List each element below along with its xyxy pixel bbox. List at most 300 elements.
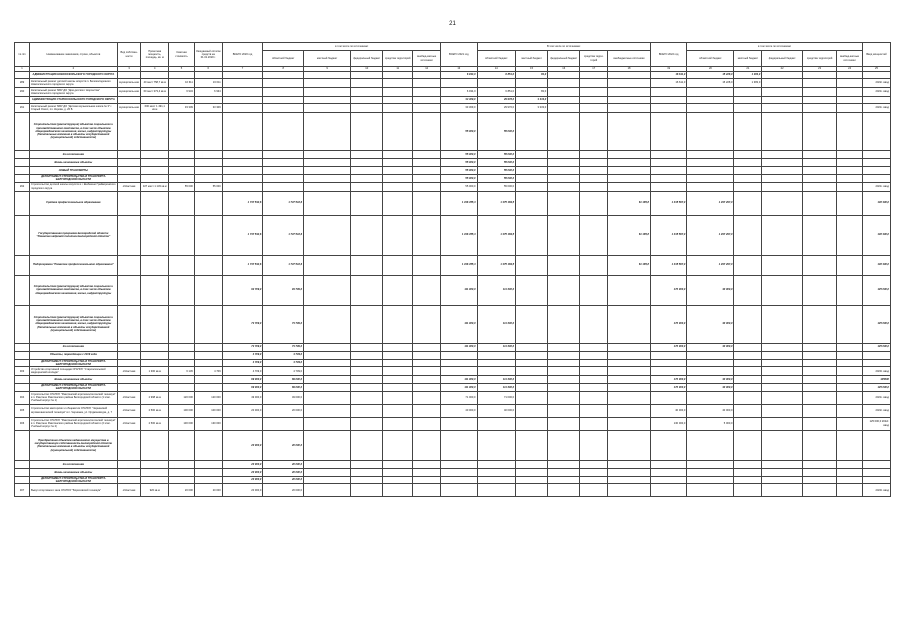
extrabudget-2020 — [413, 191, 441, 215]
row-name: Капитальный ремонт детской школы искусств п. Белоколодезного Новооскольского городского округа — [29, 79, 117, 88]
capacity — [141, 376, 169, 384]
local-2021: 83,0 — [516, 72, 548, 79]
territory-2021 — [580, 159, 608, 167]
territory-2021 — [580, 359, 608, 367]
local-2021 — [516, 343, 548, 351]
local-2020 — [304, 417, 351, 430]
total-2021: 55 000,0 — [441, 151, 477, 159]
total-2020 — [222, 104, 263, 113]
row-number: 306 — [15, 417, 30, 430]
regional-2022: 40 000,0 — [687, 404, 734, 417]
remainder — [194, 255, 222, 275]
local-2021: 3 333,0 — [516, 104, 548, 113]
federal-2022 — [762, 468, 803, 476]
local-2020 — [304, 391, 351, 404]
total-2020: 93 709,0 — [222, 275, 263, 305]
extrabudget-2021 — [608, 151, 651, 159]
regional-2022: 15 228,0 — [687, 79, 734, 88]
hdr-name: Наименование заказчиков, строек, объектов — [29, 43, 117, 67]
federal-2022 — [762, 97, 803, 104]
extrabudget-2021 — [608, 72, 651, 79]
local-2022 — [734, 404, 762, 417]
total-2020: 4 709,0 — [222, 367, 263, 376]
territory-2020 — [383, 182, 413, 191]
estimate: 6 145 — [169, 367, 195, 376]
row-number: 307 — [15, 484, 30, 497]
remainder: 4 709 — [194, 367, 222, 376]
row-number — [15, 430, 30, 460]
extrabudget-2022 — [837, 351, 863, 359]
extrabudget-2021: 61 185,8 — [608, 191, 651, 215]
total-2020: 73 709,0 — [222, 343, 263, 351]
total-2020 — [222, 72, 263, 79]
local-2020 — [304, 343, 351, 351]
total-2022 — [650, 484, 686, 497]
federal-2021 — [548, 484, 580, 497]
total-2021: 6 934,0 — [441, 88, 477, 97]
row-name: ДЕПАРТАМЕНТ СТРОИТЕЛЬСТВА И ТРАНСПОРТА БЕЛГОРОДСКОЙ ОБЛАСТИ — [29, 476, 117, 484]
territory-2021 — [580, 351, 608, 359]
hdr-no: № п/п — [15, 43, 30, 67]
territory-2020 — [383, 417, 413, 430]
regional-2020 — [263, 88, 304, 97]
row-number — [15, 191, 30, 215]
estimate — [169, 351, 195, 359]
regional-2022: 40 000,0 — [687, 305, 734, 343]
extrabudget-2021 — [608, 484, 651, 497]
local-2020 — [304, 484, 351, 497]
territory-2022 — [802, 376, 836, 384]
territory-2020 — [383, 159, 413, 167]
total-2022: 170 000,0 — [650, 376, 686, 384]
territory-2021 — [580, 476, 608, 484]
territory-2020 — [383, 104, 413, 113]
row-name: Строительство ОГАПОУ "Ракитянский агротехнологический техникум" в п. Ракитное Ракитянского района Белгородской области (1 этап. Учебный корпус № 1) — [30, 392, 116, 403]
row-name: АДМИНИСТРАЦИЯ НОВООСКОЛЬСКОГО ГОРОДСКОГО ОКРУГА — [29, 72, 117, 79]
federal-2022 — [762, 476, 803, 484]
commission: 125 000,0 2022г. ввод — [862, 417, 890, 430]
federal-2022 — [762, 72, 803, 79]
regional-2022 — [687, 367, 734, 376]
row-number — [15, 159, 30, 167]
table-row — [15, 359, 891, 367]
federal-2021 — [548, 79, 580, 88]
capacity — [141, 175, 169, 183]
hdr-territory-3: средства территорий — [802, 51, 836, 67]
federal-2022 — [762, 79, 803, 88]
territory-2022 — [802, 255, 836, 275]
extrabudget-2022 — [837, 72, 863, 79]
commission: 2022г. ввод — [862, 79, 890, 88]
local-2020 — [304, 113, 351, 151]
territory-2021 — [580, 104, 608, 113]
column-number: 4 — [141, 67, 169, 72]
extrabudget-2021 — [608, 404, 651, 417]
federal-2021 — [548, 182, 580, 191]
row-name: Строительство (реконструкция) объектов социального и производственного комплексов, в том числе объектов общегражданского назначения, жилья, инфраструктуры (Капитальные вложения в объекты государственной (муниципальной) собственности) — [29, 113, 117, 151]
regional-2022: 1 297 297,0 — [687, 191, 734, 215]
row-name: Строительство (реконструкция) объектов социального и производственного комплексов, в том числе объектов общегражданского назначения, жилья, инфраструктуры (Капитальные вложения в объекты государственной (муниципальной) собственности) — [29, 305, 117, 343]
regional-2021 — [477, 79, 516, 88]
total-2020: 20 000,0 — [222, 468, 263, 476]
ownership — [117, 215, 141, 255]
table-row — [15, 460, 891, 468]
extrabudget-2020 — [413, 255, 441, 275]
federal-2022 — [762, 351, 803, 359]
federal-2022 — [762, 167, 803, 175]
local-2020 — [304, 468, 351, 476]
territory-2022 — [802, 305, 836, 343]
territory-2022 — [802, 404, 836, 417]
regional-2022: 1 297 297,0 — [687, 215, 734, 255]
hdr-ownership: Вид собствен-ности — [117, 43, 141, 67]
local-2022: 1 383,0 — [734, 72, 762, 79]
total-2020: 20 000,0 — [222, 404, 263, 417]
ownership — [117, 97, 141, 104]
territory-2021 — [580, 72, 608, 79]
ownership — [117, 351, 141, 359]
hdr-local-3: местный бюджет — [734, 51, 762, 67]
territory-2020 — [383, 255, 413, 275]
local-2022 — [734, 476, 762, 484]
federal-2020 — [351, 417, 383, 430]
territory-2022 — [802, 215, 836, 255]
column-number: 22 — [762, 67, 803, 72]
regional-2021: 111 000,0 — [477, 275, 516, 305]
commission: 2020г. ввод — [862, 484, 890, 497]
regional-2020: 49 000,0 — [263, 391, 304, 404]
capacity — [141, 159, 169, 167]
extrabudget-2022 — [837, 430, 863, 460]
extrabudget-2022 — [837, 343, 863, 351]
territory-2020 — [383, 167, 413, 175]
remainder: 55 000 — [194, 182, 222, 191]
total-2022 — [650, 391, 686, 404]
extrabudget-2022 — [837, 367, 863, 376]
row-name: Строительство (реконструкция) объектов социального и производственного комплексов, в том числе объектов общегражданского назначения, жилья, инфраструктуры — [29, 275, 117, 305]
row-number: 304 — [15, 391, 30, 404]
extrabudget-2022 — [837, 182, 863, 191]
total-2021: 40 000,0 — [441, 404, 477, 417]
federal-2020 — [351, 343, 383, 351]
ownership — [117, 191, 141, 215]
hdr-total-2021: ВСЕГО 2021 год — [441, 43, 477, 67]
local-2020 — [304, 215, 351, 255]
regional-2022 — [687, 430, 734, 460]
total-2020 — [222, 79, 263, 88]
row-number — [15, 476, 30, 484]
extrabudget-2021: 61 185,8 — [608, 255, 651, 275]
regional-2021: 55 000,0 — [477, 175, 516, 183]
federal-2022 — [762, 88, 803, 97]
extrabudget-2020 — [413, 430, 441, 460]
total-2022 — [650, 359, 686, 367]
remainder — [194, 72, 222, 79]
local-2022 — [734, 384, 762, 392]
federal-2022 — [762, 430, 803, 460]
local-2021 — [516, 404, 548, 417]
hdr-remainder: Ожидаемый остаток средств на 01.01.2020 г. — [194, 43, 222, 67]
territory-2021 — [580, 343, 608, 351]
remainder — [194, 468, 222, 476]
federal-2021 — [548, 72, 580, 79]
extrabudget-2021: 61 185,8 — [608, 215, 651, 255]
local-2020 — [304, 151, 351, 159]
federal-2020 — [351, 351, 383, 359]
total-2022 — [650, 97, 686, 104]
column-number: 17 — [580, 67, 608, 72]
commission — [862, 159, 890, 167]
federal-2020 — [351, 255, 383, 275]
total-2020: 20 000,0 — [222, 460, 263, 468]
territory-2022 — [802, 468, 836, 476]
territory-2021 — [580, 167, 608, 175]
total-2021: 1 436 355,3 — [441, 255, 477, 275]
extrabudget-2020 — [413, 72, 441, 79]
regional-2021: 40 000,0 — [477, 404, 516, 417]
federal-2021 — [548, 191, 580, 215]
regional-2020: 20 000,0 — [263, 430, 304, 460]
territory-2021 — [580, 255, 608, 275]
federal-2022 — [762, 391, 803, 404]
extrabudget-2020 — [413, 468, 441, 476]
commission — [862, 167, 890, 175]
total-2021: 33 309,0 — [441, 104, 477, 113]
regional-2020 — [263, 175, 304, 183]
table-row — [15, 175, 891, 183]
federal-2021 — [548, 343, 580, 351]
total-2022 — [650, 88, 686, 97]
ownership — [117, 167, 141, 175]
extrabudget-2022 — [837, 191, 863, 215]
total-2020 — [222, 175, 263, 183]
total-2020: 4 709,0 — [222, 359, 263, 367]
remainder: 16 611 — [194, 79, 222, 88]
extrabudget-2020 — [413, 404, 441, 417]
commission: 2022г. ввод — [862, 404, 890, 417]
local-2022 — [734, 460, 762, 468]
estimate — [169, 359, 195, 367]
total-2020 — [222, 113, 263, 151]
extrabudget-2020 — [413, 343, 441, 351]
total-2021 — [441, 484, 477, 497]
hdr-federal-3: федеральный бюджет — [762, 51, 803, 67]
extrabudget-2020 — [413, 484, 441, 497]
row-name: НОВЫЙ ТРАНСФЕРТЫ — [29, 167, 117, 175]
federal-2021 — [548, 113, 580, 151]
federal-2020 — [351, 104, 383, 113]
row-name: ДЕПАРТАМЕНТ СТРОИТЕЛЬСТВА И ТРАНСПОРТА БЕЛГОРОДСКОЙ ОБЛАСТИ — [29, 384, 117, 392]
table-row — [15, 79, 891, 88]
extrabudget-2022 — [837, 159, 863, 167]
total-2020: 20 000,0 — [222, 476, 263, 484]
local-2021 — [516, 430, 548, 460]
capacity — [141, 476, 169, 484]
total-2022 — [650, 113, 686, 151]
ownership — [117, 460, 141, 468]
table-body — [15, 72, 891, 497]
extrabudget-2020 — [413, 351, 441, 359]
row-name: Устройство спортивной площадки ОГАПОУ "Старооскольский медицинский колледж" — [29, 367, 117, 376]
territory-2021 — [580, 191, 608, 215]
regional-2022 — [687, 175, 734, 183]
table-row — [15, 476, 891, 484]
total-2022 — [650, 430, 686, 460]
total-2021: 55 000,0 — [441, 182, 477, 191]
federal-2021 — [548, 391, 580, 404]
extrabudget-2022 — [837, 391, 863, 404]
hdr-total-2022: ВСЕГО 2022 год — [650, 43, 686, 67]
row-number: 290 — [15, 88, 30, 97]
federal-2020 — [351, 460, 383, 468]
federal-2021 — [548, 430, 580, 460]
extrabudget-2020 — [413, 215, 441, 255]
table-row — [15, 404, 891, 417]
regional-2020 — [263, 79, 304, 88]
extrabudget-2022 — [837, 484, 863, 497]
total-2021: 111 000,0 — [441, 343, 477, 351]
table-row — [15, 191, 891, 215]
federal-2020 — [351, 376, 383, 384]
territory-2021 — [580, 275, 608, 305]
local-2020 — [304, 72, 351, 79]
table-row — [15, 468, 891, 476]
column-number: 12 — [413, 67, 441, 72]
regional-2022 — [687, 104, 734, 113]
extrabudget-2021 — [608, 79, 651, 88]
federal-2020 — [351, 430, 383, 460]
local-2022 — [734, 182, 762, 191]
territory-2020 — [383, 384, 413, 392]
column-number: 23 — [802, 67, 836, 72]
extrabudget-2022 — [837, 359, 863, 367]
estimate — [169, 113, 195, 151]
total-2021: 55 000,0 — [441, 167, 477, 175]
territory-2022 — [802, 113, 836, 151]
territory-2020 — [383, 275, 413, 305]
extrabudget-2022 — [837, 384, 863, 392]
extrabudget-2021 — [608, 104, 651, 113]
local-2021: 3 333,0 — [516, 97, 548, 104]
regional-2021 — [477, 460, 516, 468]
regional-2020: 20 000,0 — [263, 460, 304, 468]
table-row — [15, 167, 891, 175]
extrabudget-2022 — [837, 417, 863, 430]
regional-2022 — [687, 359, 734, 367]
local-2021 — [516, 151, 548, 159]
territory-2021 — [580, 151, 608, 159]
regional-2021 — [477, 476, 516, 484]
local-2020 — [304, 384, 351, 392]
capacity — [141, 305, 169, 343]
total-2020: 49 000,0 — [222, 391, 263, 404]
local-2021 — [516, 367, 548, 376]
hdr-federal: федеральный бюджет — [351, 51, 383, 67]
ownership — [117, 159, 141, 167]
row-name: Выкуп спортивного зала ОГАПОУ "Борисовский техникум" — [29, 484, 117, 497]
hdr-federal-2: федеральный бюджет — [548, 51, 580, 67]
local-2022 — [734, 343, 762, 351]
regional-2021 — [477, 359, 516, 367]
table-row — [15, 417, 891, 430]
row-name: Вновь начинаемые объекты — [29, 468, 117, 476]
ownership: областная — [117, 404, 141, 417]
extrabudget-2020 — [413, 88, 441, 97]
territory-2021 — [580, 460, 608, 468]
row-number — [15, 343, 30, 351]
total-2021: 71 000,0 — [441, 391, 477, 404]
territory-2020 — [383, 476, 413, 484]
federal-2021 — [548, 476, 580, 484]
capacity — [141, 215, 169, 255]
ownership: муниципаль-ная — [117, 104, 141, 113]
total-2022 — [650, 104, 686, 113]
federal-2022 — [762, 359, 803, 367]
federal-2020 — [351, 151, 383, 159]
federal-2020 — [351, 182, 383, 191]
row-name: За исключением — [29, 343, 117, 351]
estimate — [169, 376, 195, 384]
regional-2022 — [687, 159, 734, 167]
territory-2021 — [580, 484, 608, 497]
regional-2022 — [687, 167, 734, 175]
ownership — [117, 468, 141, 476]
federal-2021 — [548, 97, 580, 104]
territory-2022 — [802, 104, 836, 113]
federal-2021 — [548, 351, 580, 359]
federal-2022 — [762, 484, 803, 497]
remainder — [194, 215, 222, 255]
extrabudget-2020 — [413, 182, 441, 191]
territory-2022 — [802, 430, 836, 460]
extrabudget-2020 — [413, 113, 441, 151]
regional-2021 — [477, 430, 516, 460]
extrabudget-2020 — [413, 391, 441, 404]
extrabudget-2020 — [413, 167, 441, 175]
total-2021: 111 000,0 — [441, 376, 477, 384]
territory-2022 — [802, 343, 836, 351]
federal-2020 — [351, 79, 383, 88]
hdr-territory: средства территорий — [383, 51, 413, 67]
local-2020 — [304, 104, 351, 113]
federal-2020 — [351, 391, 383, 404]
row-number — [15, 97, 30, 104]
row-name: АДМИНИСТРАЦИЯ СТАРООСКОЛЬСКОГО ГОРОДСКОГО ОКРУГА — [29, 97, 117, 104]
local-2020 — [304, 476, 351, 484]
regional-2022 — [687, 460, 734, 468]
total-2021 — [441, 417, 477, 430]
federal-2020 — [351, 175, 383, 183]
regional-2020: 20 000,0 — [263, 476, 304, 484]
commission: 2020г. ввод — [862, 367, 890, 376]
extrabudget-2020 — [413, 376, 441, 384]
ownership: областная — [117, 391, 141, 404]
row-name: Вновь начинаемые объекты — [29, 376, 117, 384]
local-2021 — [516, 182, 548, 191]
remainder — [194, 343, 222, 351]
territory-2022 — [802, 275, 836, 305]
estimate: 55 000 — [169, 182, 195, 191]
total-2021: 55 000,0 — [441, 175, 477, 183]
federal-2021 — [548, 359, 580, 367]
territory-2022 — [802, 191, 836, 215]
table-row — [15, 113, 891, 151]
extrabudget-2020 — [413, 175, 441, 183]
ownership: областная — [117, 182, 141, 191]
commission: 125 000,0 — [862, 384, 890, 392]
extrabudget-2021 — [608, 367, 651, 376]
commission: 2021г. ввод — [862, 391, 890, 404]
